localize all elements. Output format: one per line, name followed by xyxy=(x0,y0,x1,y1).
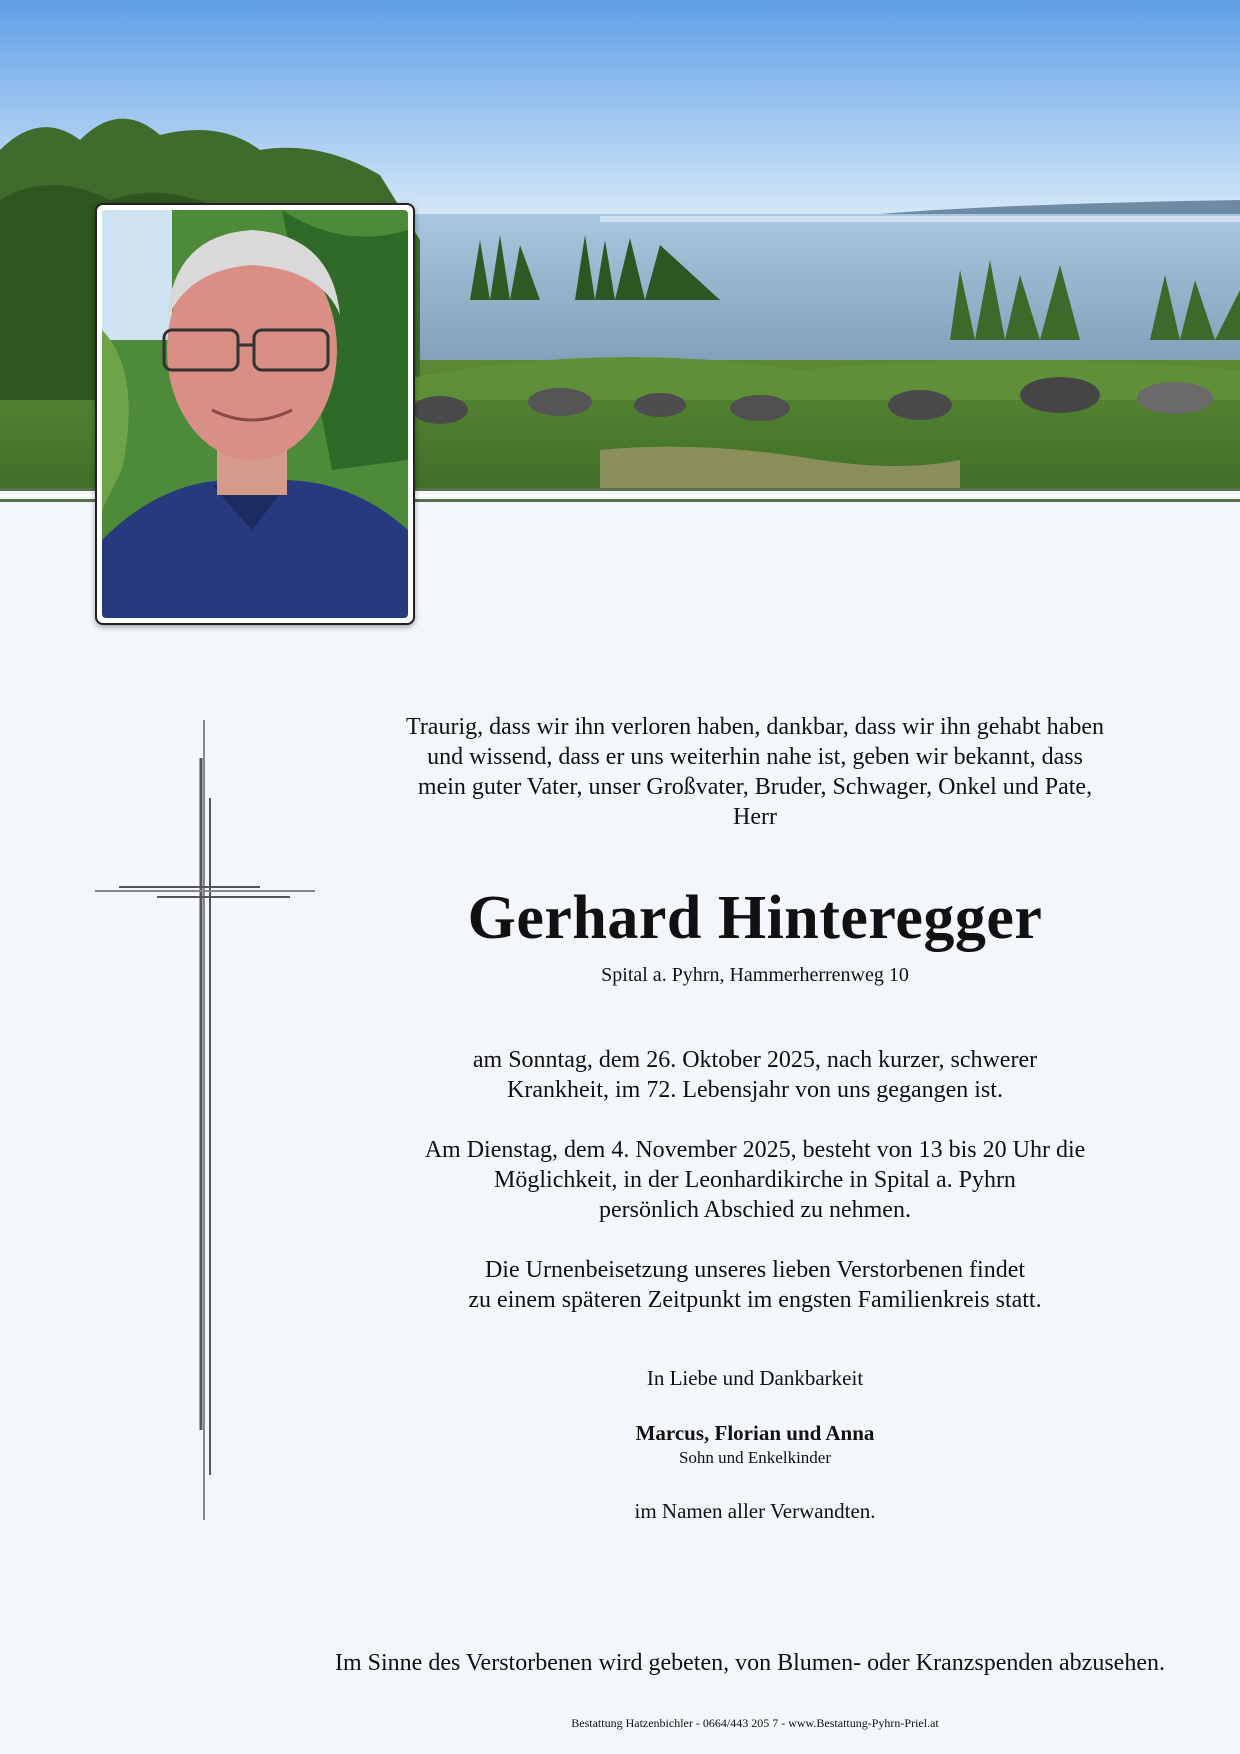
signers-names: Marcus, Florian und Anna xyxy=(635,1421,875,1445)
donation-request: Im Sinne des Verstorbenen wird gebeten, von Blumen- oder Kranzspenden abzusehen. xyxy=(335,1650,1165,1676)
intro-text xyxy=(340,712,1170,832)
funeral-home-footer: Bestattung Hatzenbichler - 0664/443 205 7 - www.Bestattung-Pyhrn-Priel.at xyxy=(571,1716,939,1730)
portrait-photo xyxy=(102,210,408,618)
paragraph-line: Die Urnenbeisetzung unseres lieben Verstorbenen findet xyxy=(484,1257,1026,1283)
paragraph-line: am Sonntag, dem 26. Oktober 2025, nach kurzer, schwerer xyxy=(472,1047,1038,1073)
intro-line: Herr xyxy=(733,804,777,830)
paragraph-line: zu einem späteren Zeitpunkt im engsten Familienkreis statt. xyxy=(468,1287,1042,1313)
deceased-name: Gerhard Hinteregger xyxy=(467,884,1043,952)
paragraph-line: Möglichkeit, in der Leonhardikirche in Spital a. Pyhrn xyxy=(494,1167,1016,1193)
paragraph-line: persönlich Abschied zu nehmen. xyxy=(599,1197,911,1223)
paragraph-line: Am Dienstag, dem 4. November 2025, besteht von 13 bis 20 Uhr die xyxy=(424,1137,1086,1163)
intro-line: und wissend, dass er uns weiterhin nahe ist, geben wir bekannt, dass xyxy=(427,744,1083,770)
death-paragraph xyxy=(340,1045,1170,1105)
cross-icon xyxy=(95,720,325,1520)
on-behalf-text: im Namen aller Verwandten. xyxy=(634,1499,876,1523)
paragraph-line: Krankheit, im 72. Lebensjahr von uns gegangen ist. xyxy=(507,1077,1003,1103)
burial-paragraph xyxy=(340,1255,1170,1315)
intro-line: mein guter Vater, unser Großvater, Bruder, Schwager, Onkel und Pate, xyxy=(417,774,1093,800)
intro-line: Traurig, dass wir ihn verloren haben, dankbar, dass wir ihn gehabt haben xyxy=(406,714,1104,740)
farewell-paragraph xyxy=(340,1135,1170,1225)
signers-relation: Sohn und Enkelkinder xyxy=(678,1448,832,1467)
deceased-address: Spital a. Pyhrn, Hammerherrenweg 10 xyxy=(601,964,909,986)
closing-greeting: In Liebe und Dankbarkeit xyxy=(646,1366,864,1390)
portrait-frame xyxy=(95,203,415,625)
